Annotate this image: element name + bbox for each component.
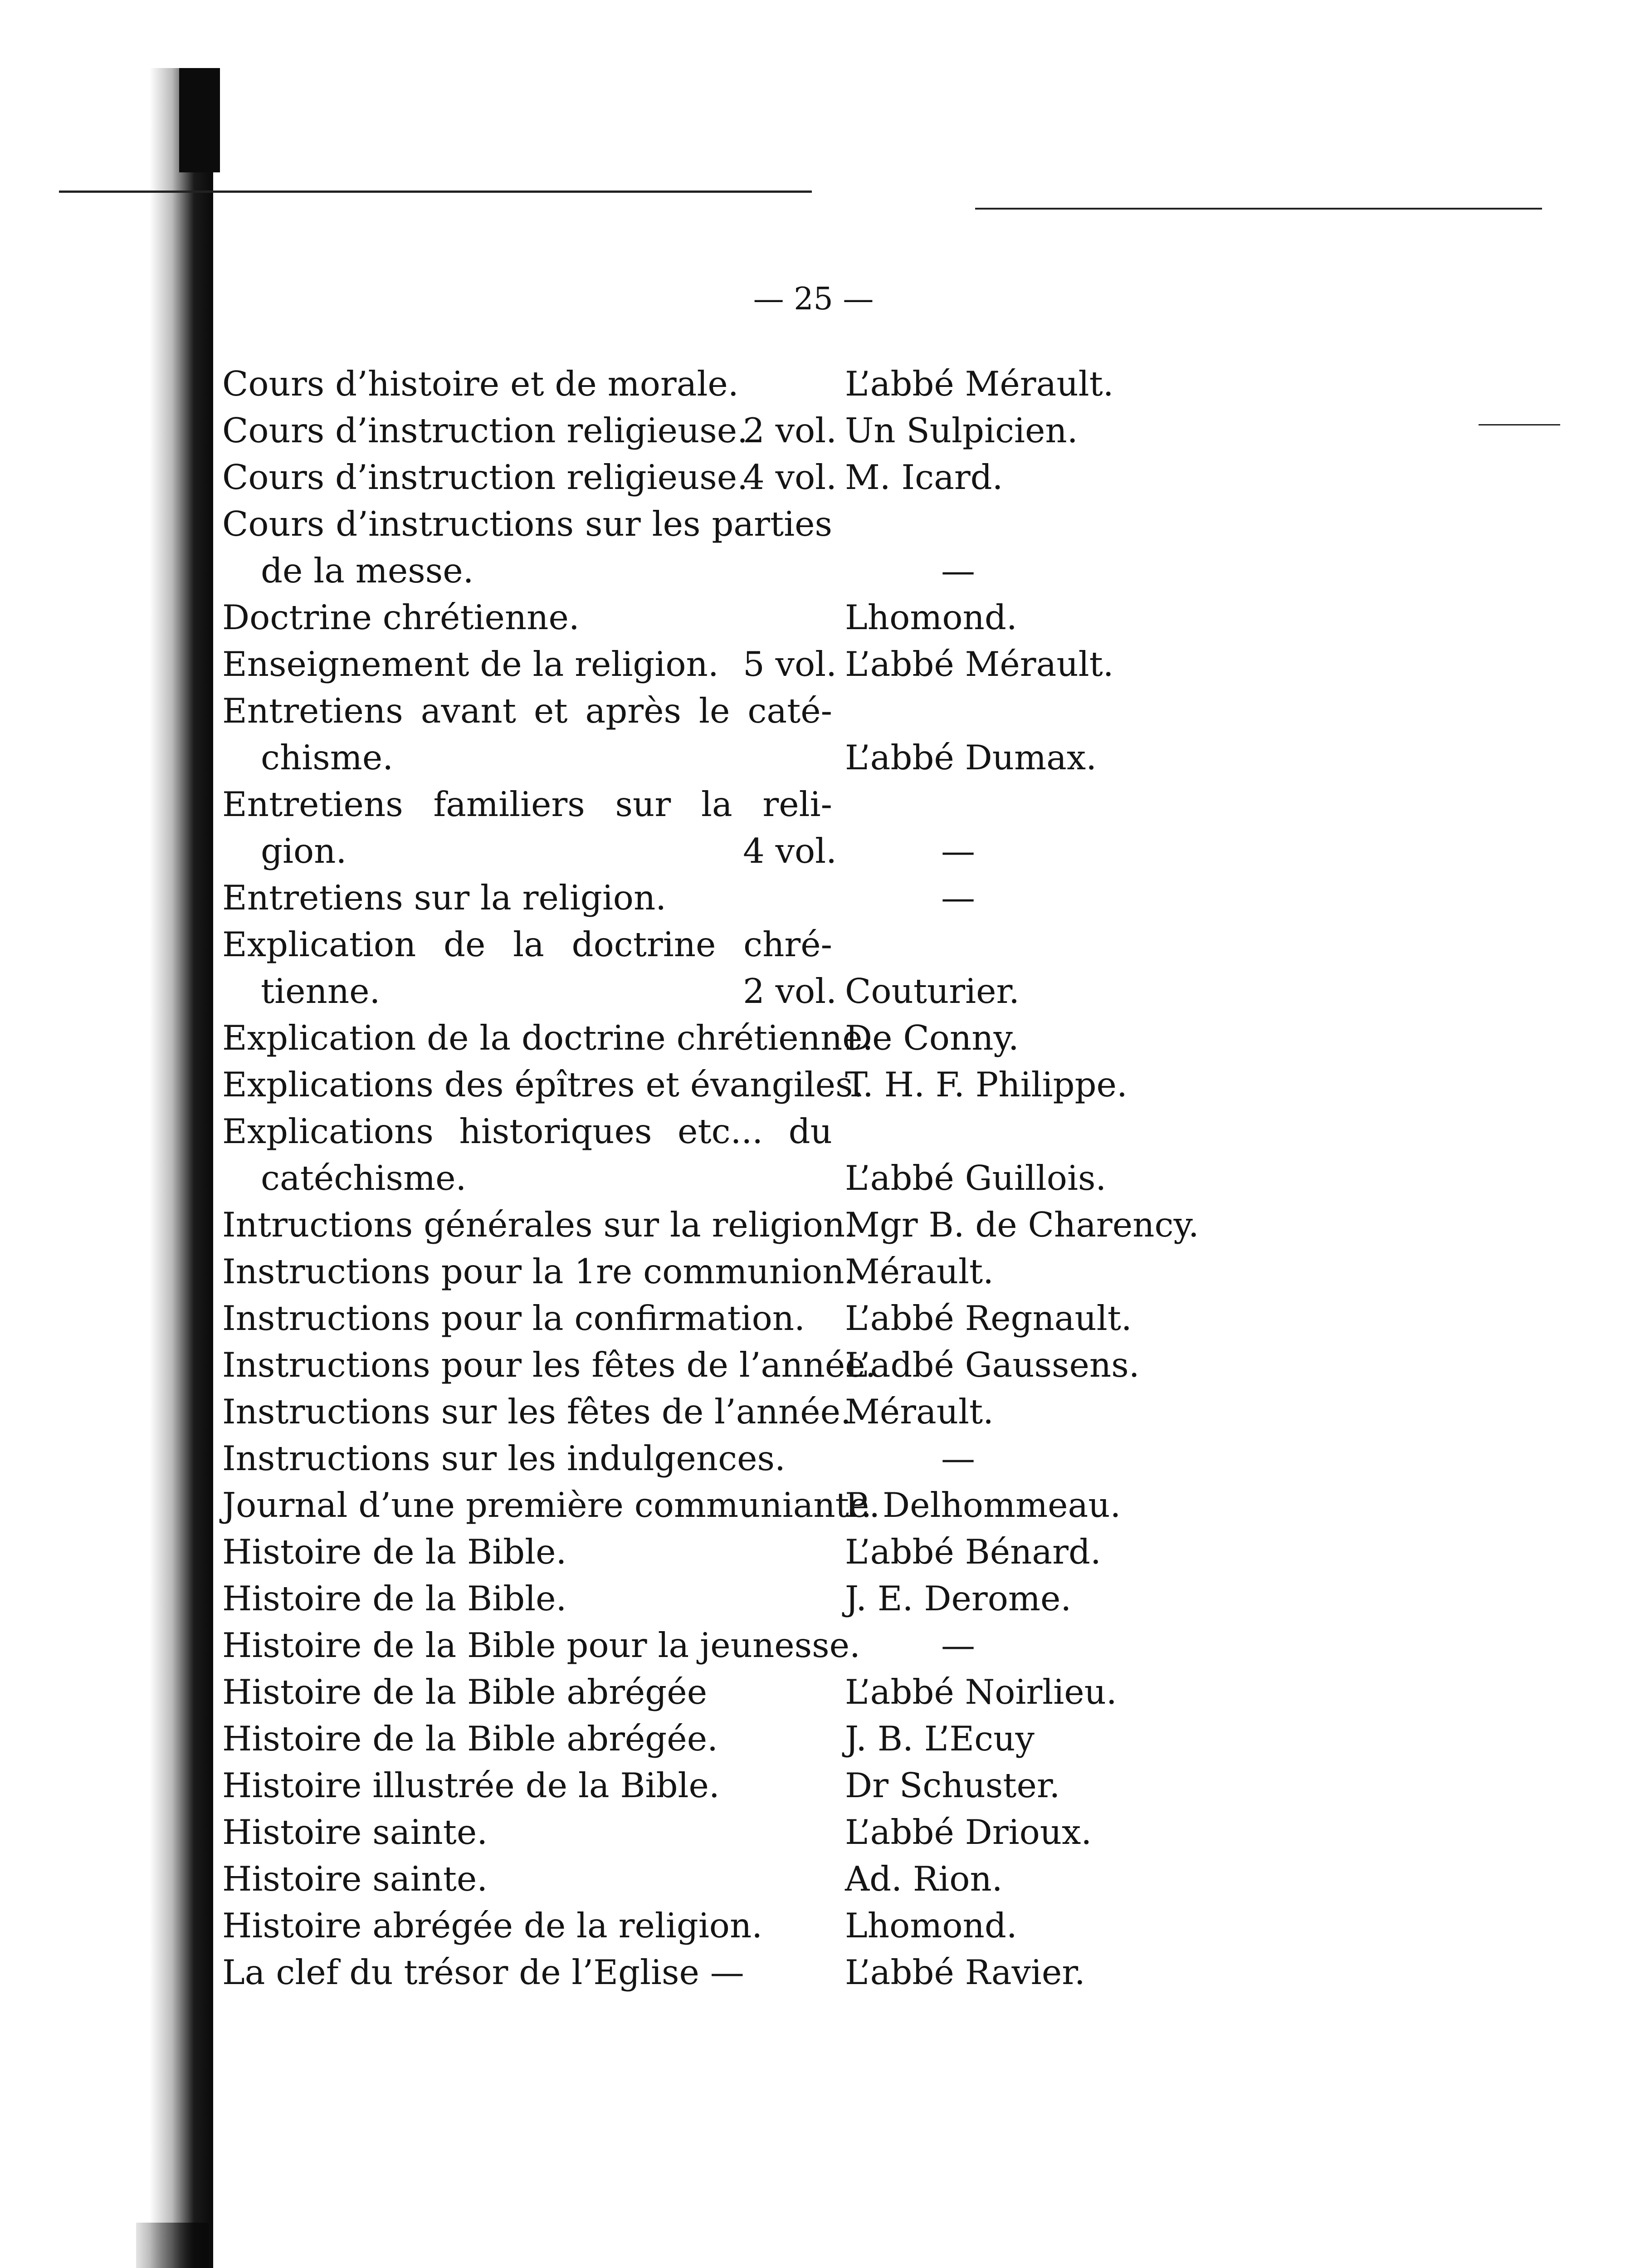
entry-author: L’abbé Mérault. [845,364,1114,404]
entry-author: L’abbé Noirlieu. [845,1672,1117,1712]
entry-title-continuation: chisme. [261,738,394,777]
entry-title: Intructions générales sur la religion. [222,1205,856,1245]
list-item [222,781,1538,828]
entry-title: Cours d’histoire et de morale. [222,364,739,404]
list-item [222,1015,1538,1061]
list-item [222,1108,1538,1155]
list-item [222,1248,1538,1295]
list-item [222,1716,1538,1762]
list-item [222,1902,1538,1949]
entry-title: Explication de la doctrine chrétienne. [222,1018,874,1058]
entry-title: Histoire sainte. [222,1859,488,1899]
entry-title: Histoire de la Bible abrégée [222,1672,708,1712]
list-item-continuation [222,734,1538,781]
list-item [222,361,1538,407]
list-item [222,641,1538,688]
list-item [222,1202,1538,1248]
entry-title-continuation: gion. [261,831,347,871]
entry-volumes: 2 vol. [743,411,837,450]
entry-title: Histoire sainte. [222,1812,488,1852]
entry-author: M. Icard. [845,457,1003,497]
entry-author: Ad. Rion. [845,1859,1003,1899]
binding-gutter-bottom [136,2223,209,2268]
entry-title: Entretiens avant et après le caté- [222,691,832,731]
entry-title: Enseignement de la religion. [222,644,719,684]
entry-title: Instructions sur les indulgences. [222,1438,786,1478]
entry-author: L’abbé Ravier. [845,1952,1085,1992]
entry-title: Instructions pour les fêtes de l’année. [222,1345,876,1385]
entry-title-continuation: tienne. [261,971,381,1011]
list-item [222,1295,1538,1342]
list-item [222,921,1538,968]
entry-title: Entretiens sur la religion. [222,878,667,918]
list-item [222,501,1538,547]
entry-title: Explications des épîtres et évangiles. [222,1065,864,1105]
entry-author: Dr Schuster. [845,1765,1060,1805]
entry-author: Mérault. [845,1251,994,1291]
list-item [222,1762,1538,1809]
top-rule-right [975,208,1542,210]
list-item [222,1482,1538,1529]
entry-author: Mgr B. de Charency. [845,1205,1199,1245]
list-item [222,688,1538,734]
entry-author: — [941,551,975,591]
entry-author: P. Delhommeau. [845,1485,1121,1525]
entry-volumes: 4 vol. [743,831,837,871]
entry-author: Mérault. [845,1392,994,1432]
entry-title: Instructions pour la confirmation. [222,1298,805,1338]
list-item-continuation [222,1155,1538,1202]
list-item [222,875,1538,921]
entry-author: Couturier. [845,971,1020,1011]
entry-author: J. B. L’Ecuy [845,1719,1035,1759]
page-number: — 25 — [753,281,874,317]
entry-title: Cours d’instructions sur les parties [222,504,832,544]
list-item [222,1342,1538,1388]
entry-author: J. E. Derome. [845,1579,1072,1618]
list-item [222,1949,1538,1996]
list-item [222,1435,1538,1482]
list-item [222,1669,1538,1716]
entry-title: Explications historiques etc... du [222,1111,832,1151]
entry-title: Cours d’instruction religieuse. [222,457,748,497]
entry-author: L’abbé Dumax. [845,738,1097,777]
list-item [222,454,1538,501]
entry-title: Explication de la doctrine chré- [222,924,832,964]
entry-title: Histoire de la Bible pour la jeunesse. [222,1625,860,1665]
entry-title: Journal d’une première communiante. [222,1485,880,1525]
entry-author: L’abbé Regnault. [845,1298,1132,1338]
list-item [222,594,1538,641]
entry-author: L’abbé Guillois. [845,1158,1107,1198]
list-item [222,1529,1538,1575]
entry-author: — [941,1625,975,1665]
entry-title: Histoire abrégée de la religion. [222,1906,763,1945]
list-item [222,1388,1538,1435]
entry-title: Histoire de la Bible abrégée. [222,1719,718,1759]
top-rule-left [59,191,812,193]
entry-author: L’abbé Mérault. [845,644,1114,684]
entry-author: L’abbé Bénard. [845,1532,1101,1572]
binding-gutter-shadow [150,68,213,2268]
list-item [222,1575,1538,1622]
entry-title: Instructions pour la 1re communion. [222,1251,855,1291]
list-item [222,1856,1538,1902]
list-item-continuation [222,547,1538,594]
entry-volumes: 4 vol. [743,457,837,497]
entry-author: — [941,1438,975,1478]
entry-title: La clef du trésor de l’Eglise — [222,1952,744,1992]
entry-author: L’adbé Gaussens. [845,1345,1140,1385]
list-item [222,407,1538,454]
entry-author: De Conny. [845,1018,1019,1058]
entry-author: L’abbé Drioux. [845,1812,1092,1852]
list-item [222,1809,1538,1856]
entry-author: Lhomond. [845,597,1017,637]
entry-author: — [941,831,975,871]
entry-title: Histoire de la Bible. [222,1579,567,1618]
entry-title: Cours d’instruction religieuse. [222,411,748,450]
entry-title-continuation: catéchisme. [261,1158,467,1198]
binding-gutter-top [179,68,220,172]
list-item [222,1061,1538,1108]
entry-author: T. H. F. Philippe. [845,1065,1128,1105]
entry-title: Doctrine chrétienne. [222,597,580,637]
entry-title: Histoire de la Bible. [222,1532,567,1572]
entry-author: Lhomond. [845,1906,1017,1945]
entry-author: — [941,878,975,918]
entry-title: Histoire illustrée de la Bible. [222,1765,720,1805]
list-item-continuation [222,968,1538,1015]
list-item-continuation [222,828,1538,875]
entry-author: Un Sulpicien. [845,411,1078,450]
book-list [222,361,1538,1996]
entry-title-continuation: de la messe. [261,551,474,591]
list-item [222,1622,1538,1669]
entry-title: Instructions sur les fêtes de l’année. [222,1392,851,1432]
entry-volumes: 5 vol. [743,644,837,684]
entry-title: Entretiens familiers sur la reli- [222,784,832,824]
entry-volumes: 2 vol. [743,971,837,1011]
